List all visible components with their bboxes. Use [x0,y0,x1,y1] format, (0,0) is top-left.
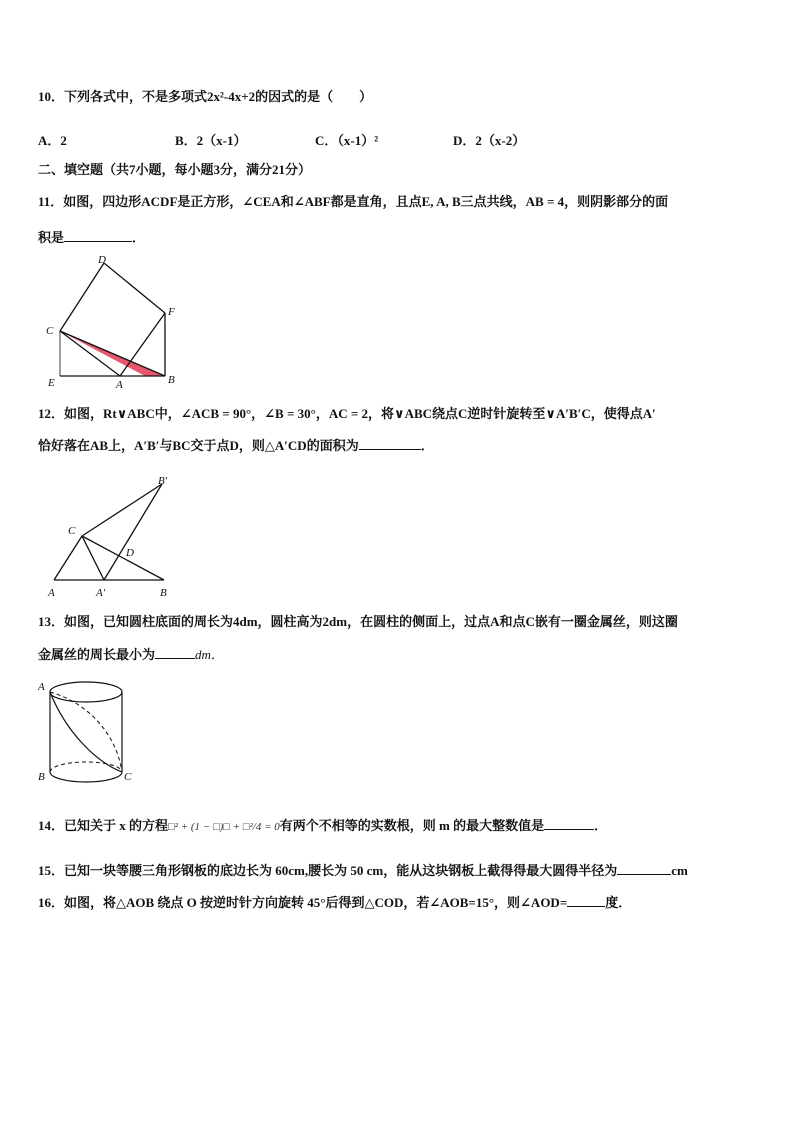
q13-unit: dm． [195,647,224,662]
q15-stem [38,862,688,880]
q16-end: 度． [605,895,632,910]
q10-choice-a: A．2 [38,133,67,148]
q16-text: 16．如图，将△AOB 绕点 O 按逆时针方向旋转 45°后得到△COD，若∠AOB=15°，则∠AOD= [38,895,568,910]
q11-label-d: D [98,255,106,266]
q13-stem-line2 [38,646,224,664]
q13-stem-line1: 13．如图，已知圆柱底面的周长为4dm，圆柱高为2dm，在圆柱的侧面上，过点A和点C嵌有一圈金属丝，则这圈 [38,614,678,629]
q10-stem: 10．下列各式中，不是多项式2x²-4x+2的因式的是（ ） [38,89,373,104]
q11-answer-blank[interactable] [64,229,132,242]
q11-stem-line2 [38,229,145,247]
q12-label-d: D [126,547,134,559]
q10-choice-c: C．（x-1）² [315,133,379,148]
q11-end: ． [132,230,146,245]
q14-end: ． [594,818,608,833]
q14-answer-blank[interactable] [544,817,594,830]
q13-label-a: A [38,681,45,693]
q12-label-b: B [160,587,167,599]
q11-label-c: C [46,325,54,337]
q12-label-a-prime: A′ [96,587,106,599]
q13-figure [36,672,146,790]
q12-figure [40,472,190,604]
q11-label-e: E [48,377,55,389]
q12-end: ． [420,438,434,453]
q11-label-a: A [116,379,123,390]
q14-text-b: 有两个不相等的实数根，则 m 的最大整数值是 [279,818,545,833]
q15-answer-blank[interactable] [617,862,671,875]
q13-label-b: B [38,771,45,783]
q16-answer-blank[interactable] [567,894,605,907]
q11-label-b: B [168,374,175,386]
q14-equation: □² + (1 − □)□ + □²/4 = 0 [168,821,280,833]
q12-text: 恰好落在AB上，A′B′与BC交于点D，则△A′CD的面积为 [38,438,359,453]
q13-label-c: C [124,771,132,783]
section-heading: 二、填空题（共7小题，每小题3分，满分21分） [38,162,312,177]
q13-text: 金属丝的周长最小为 [38,647,156,662]
q10-choice-b: B．2（x-1） [175,133,247,148]
q13-answer-blank[interactable] [155,646,195,659]
q14-stem [38,817,607,836]
q12-label-c: C [68,525,76,537]
q16-stem [38,894,631,912]
q11-label-f: F [168,306,175,318]
q14-text-a: 14．已知关于 x 的方程 [38,818,169,833]
q11-text: 积是 [38,230,65,245]
q12-label-b-prime: B′ [158,475,168,487]
q11-figure [40,255,190,390]
q12-stem-line2 [38,437,434,455]
q12-answer-blank[interactable] [359,437,421,450]
q15-text: 15．已知一块等腰三角形钢板的底边长为 60cm,腰长为 50 cm，能从这块钢板上截得得最大圆得半径为 [38,863,618,878]
q10-choice-d: D．2（x-2） [453,133,526,148]
q15-unit: cm [671,863,688,878]
q12-label-a: A [48,587,55,599]
q11-stem-line1: 11．如图，四边形ACDF是正方形，∠CEA和∠ABF都是直角，且点E, A, B三点共线，AB = 4，则阴影部分的面 [38,194,669,209]
q12-stem-line1: 12．如图，Rt∨ABC中，∠ACB = 90°，∠B = 30°，AC = 2，将∨ABC绕点C逆时针旋转至∨A′B′C，使得点A′ [38,406,656,421]
